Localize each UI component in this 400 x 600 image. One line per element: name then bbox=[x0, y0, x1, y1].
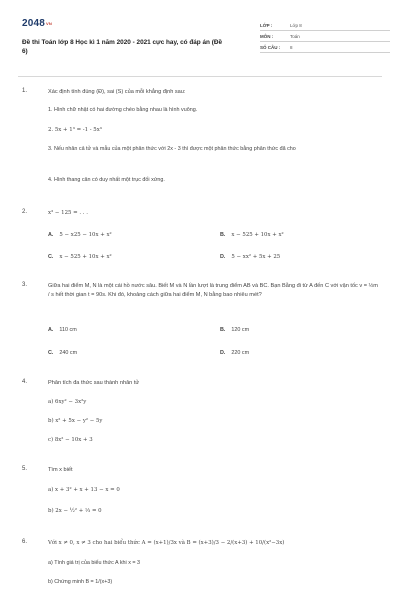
logo-text: 2048 bbox=[22, 18, 46, 29]
answer-option-c[interactable] bbox=[48, 350, 77, 356]
question-text: Phân tích đa thức sau thành nhân tử bbox=[48, 380, 140, 386]
option-text: 5 − xx² + 5x + 25 bbox=[231, 254, 281, 260]
option-label: B. bbox=[220, 327, 226, 333]
option-label: D. bbox=[220, 254, 226, 260]
sub-question: a) 6xy² − 3x²y bbox=[48, 399, 87, 405]
option-label: D. bbox=[220, 350, 226, 356]
site-logo[interactable] bbox=[22, 18, 52, 29]
option-text: 240 cm bbox=[59, 350, 78, 356]
exam-meta-table bbox=[260, 20, 390, 53]
answer-option-b[interactable] bbox=[220, 327, 249, 333]
question-number: 5. bbox=[22, 466, 28, 472]
option-label: A. bbox=[48, 232, 54, 238]
meta-value: Lớp 8 bbox=[290, 22, 302, 28]
sub-question: a) Tính giá trị của biểu thức A khi x = 3 bbox=[48, 560, 141, 566]
question-text: Giữa hai điểm M, N là một cái hồ nước sâu. Biết M và N lần lượt là trung điểm AB và BC. Bạn Bằng đi từ A đến C với vận tốc v = ½m / s hết thời gian t = 90s. Khi đó, khoảng cách giữa hai điểm M, N bằng bao nhiêu mét? bbox=[48, 283, 378, 298]
option-label: C. bbox=[48, 254, 54, 260]
sub-question: b) x² + 5x − y² − 5y bbox=[48, 418, 103, 424]
document-page bbox=[8, 6, 392, 596]
question-number: 3. bbox=[22, 282, 28, 288]
meta-row-class bbox=[260, 20, 390, 31]
question-number: 4. bbox=[22, 379, 28, 385]
page-title: Đề thi Toán lớp 8 Học kì 1 năm 2020 - 2021 cực hay, có đáp án (Đề 6) bbox=[22, 39, 223, 55]
meta-key: MÔN : bbox=[260, 33, 274, 39]
answer-option-d[interactable] bbox=[220, 350, 249, 356]
question-text: Tìm x biết bbox=[48, 467, 73, 473]
meta-key: SỐ CÂU : bbox=[260, 44, 281, 50]
meta-value: Toán bbox=[290, 33, 300, 39]
option-label: A. bbox=[48, 327, 54, 333]
header-divider bbox=[18, 76, 382, 77]
option-text: 120 cm bbox=[231, 327, 250, 333]
question-text: x³ − 125 = . . . bbox=[48, 210, 88, 216]
statement-item: 2. 5x + 1³ = -1 - 5x³ bbox=[48, 127, 102, 133]
question-number: 1. bbox=[22, 88, 28, 94]
question-text: Xác định tính đúng (Đ), sai (S) của mỗi khẳng định sau: bbox=[48, 89, 186, 95]
statement-item: 1. Hình chữ nhật có hai đường chéo bằng nhau là hình vuông. bbox=[48, 107, 198, 113]
sub-question: b) Chứng minh B = 1/(x+3) bbox=[48, 579, 113, 585]
answer-option-a[interactable] bbox=[48, 327, 77, 333]
answer-option-c[interactable] bbox=[48, 254, 112, 260]
option-text: 110 cm bbox=[59, 327, 77, 333]
sub-question: a) x + 3² + x + 13 − x = 0 bbox=[48, 487, 120, 493]
statement-item: 3. Nếu nhân cả tử và mẫu của một phân thức với 2x - 3 thì được một phân thức bằng phân thức đã cho bbox=[48, 146, 296, 152]
option-label: C. bbox=[48, 350, 54, 356]
answer-option-b[interactable] bbox=[220, 232, 284, 238]
question-text: Với x ≠ 0, x ≠ 3 cho hai biểu thức A = (x+1)/3x và B = (x+3)/3 − 2/(x+3) + 10/(x²−3x) bbox=[48, 540, 285, 546]
meta-value: 8 bbox=[290, 44, 293, 50]
sub-question: b) 2x − ½² + ⅓ = 0 bbox=[48, 508, 102, 514]
meta-row-question-count bbox=[260, 42, 390, 53]
option-label: B. bbox=[220, 232, 226, 238]
meta-key: LỚP : bbox=[260, 22, 273, 28]
statement-item: 4. Hình thang cân có duy nhất một trục đối xứng. bbox=[48, 177, 165, 183]
option-text: x − 525 + 10x + x² bbox=[59, 254, 112, 260]
option-text: x − 525 + 10x + x² bbox=[231, 232, 284, 238]
answer-option-a[interactable] bbox=[48, 232, 112, 238]
option-text: 220 cm bbox=[231, 350, 250, 356]
question-number: 2. bbox=[22, 209, 28, 215]
question-number: 6. bbox=[22, 539, 28, 545]
meta-row-subject bbox=[260, 31, 390, 42]
answer-option-d[interactable] bbox=[220, 254, 280, 260]
logo-suffix: VN bbox=[46, 20, 53, 26]
option-text: 5 − x25 − 10x + x² bbox=[59, 232, 112, 238]
sub-question: c) 8x² − 10x + 3 bbox=[48, 437, 93, 443]
